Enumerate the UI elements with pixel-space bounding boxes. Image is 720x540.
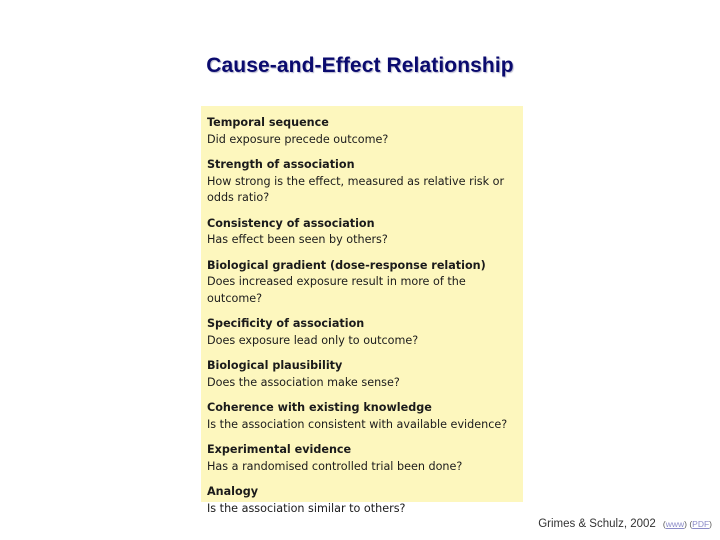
www-link[interactable]: www <box>665 519 685 529</box>
criterion-name: Specificity of association <box>207 317 365 330</box>
criterion-name: Consistency of association <box>207 216 375 230</box>
criterion-name: Temporal sequence <box>207 116 329 129</box>
criterion-name: Coherence with existing knowledge <box>207 401 432 414</box>
criterion-question: Is the association similar to others? <box>207 501 406 515</box>
pdf-link[interactable]: PDF <box>692 519 710 529</box>
citation-author: Grimes & Schulz, 2002 <box>538 518 656 530</box>
criterion-name: Biological plausibility <box>207 359 343 372</box>
citation <box>538 518 712 530</box>
criterion-name: Biological gradient (dose-response relation) <box>207 258 486 272</box>
criterion-coherence <box>207 400 523 433</box>
criterion-name: Experimental evidence <box>207 443 352 456</box>
criterion-question: How strong is the effect, measured as relative risk or odds ratio? <box>207 174 505 204</box>
criterion-biological-plausibility <box>207 358 523 391</box>
criterion-temporal-sequence <box>207 115 523 148</box>
criterion-question: Does increased exposure result in more of the outcome? <box>207 275 466 305</box>
citation-links: (www) (PDF) <box>662 519 712 529</box>
criterion-question: Does the association make sense? <box>207 375 400 389</box>
criterion-question: Did exposure precede outcome? <box>207 132 389 146</box>
criterion-name: Analogy <box>207 485 258 498</box>
criterion-question: Is the association consistent with available evidence? <box>207 417 508 431</box>
criteria-table <box>201 106 523 515</box>
criterion-question: Has effect been seen by others? <box>207 233 388 246</box>
criterion-strength-of-association <box>207 157 523 207</box>
criterion-specificity-of-association <box>207 316 523 349</box>
slide-title: Cause-and-Effect Relationship <box>206 54 514 77</box>
criterion-analogy <box>207 484 523 517</box>
criterion-question: Has a randomised controlled trial been done? <box>207 459 463 473</box>
criterion-name: Strength of association <box>207 158 355 171</box>
criterion-biological-gradient <box>207 258 523 308</box>
criterion-consistency-of-association <box>207 216 523 249</box>
criterion-question: Does exposure lead only to outcome? <box>207 333 419 347</box>
criterion-experimental-evidence <box>207 442 523 475</box>
